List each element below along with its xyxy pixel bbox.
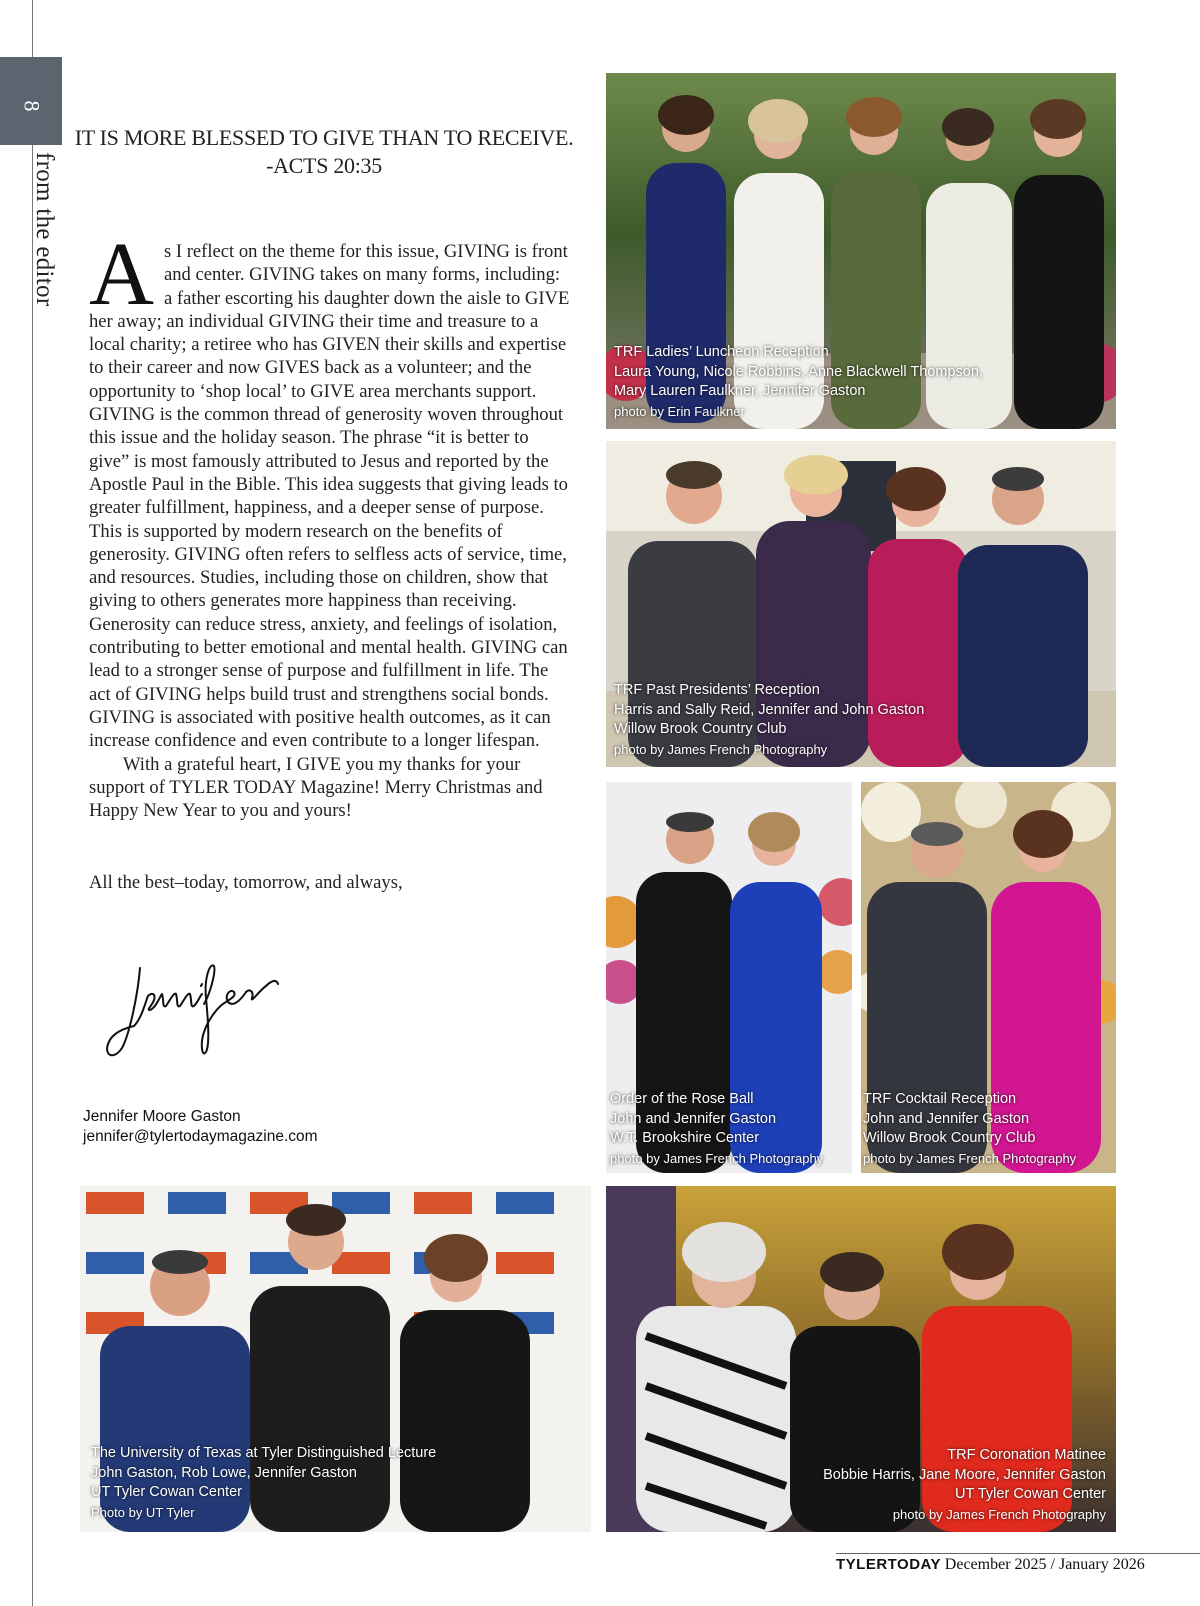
section-label: from the editor <box>31 152 58 307</box>
author-name: Jennifer Moore Gaston <box>83 1108 241 1125</box>
drop-cap: A <box>89 225 154 324</box>
photo-caption: Order of the Rose Ball John and Jennifer Gaston W.T. Brookshire Center photo by James French Photography <box>610 1090 823 1168</box>
event-photo-ladies-luncheon <box>606 73 1116 429</box>
issue-date: December 2025 / January 2026 <box>944 1556 1145 1573</box>
photo-caption: TRF Coronation Matinee Bobbie Harris, Jane Moore, Jennifer Gaston UT Tyler Cowan Center photo by James French Photography <box>823 1446 1106 1524</box>
author-email[interactable]: jennifer@tylertodaymagazine.com <box>83 1128 318 1145</box>
editor-letter <box>89 225 571 822</box>
photo-credit: photo by James French Photography <box>892 1506 1106 1522</box>
photo-caption: TRF Past Presidents’ Reception Harris and Sally Reid, Jennifer and John Gaston Willow Brook Country Club photo by James French Photography <box>614 681 924 759</box>
pull-quote <box>74 124 574 180</box>
signoff: All the best–today, tomorrow, and always, <box>89 872 403 893</box>
event-photo-past-presidents <box>606 441 1116 767</box>
magazine-brand: TYLERTODAY <box>836 1556 942 1573</box>
photo-caption: The University of Texas at Tyler Distinguished Lecture John Gaston, Rob Lowe, Jennifer Gaston UT Tyler Cowan Center Photo by UT Tyler <box>91 1444 436 1522</box>
quote-citation: -ACTS 20:35 <box>266 153 382 178</box>
photo-credit: photo by James French Photography <box>614 741 828 757</box>
quote-text: IT IS MORE BLESSED TO GIVE THAN TO RECEIVE. <box>74 125 574 150</box>
event-photo-rose-ball <box>606 782 852 1173</box>
event-photo-coronation-matinee <box>606 1186 1116 1532</box>
page-footer <box>836 1556 1145 1574</box>
photo-caption: TRF Ladies’ Luncheon Reception Laura Young, Nicole Robbins, Anne Blackwell Thompson, Mary Lauren Faulkner, Jennifer Gaston photo by Erin Faulkner <box>614 343 983 421</box>
author-block <box>83 1107 318 1147</box>
photo-caption: TRF Cocktail Reception John and Jennifer Gaston Willow Brook Country Club photo by James French Photography <box>863 1090 1076 1168</box>
photo-credit: photo by James French Photography <box>863 1150 1077 1166</box>
letter-paragraph-1: s I reflect on the theme for this issue, GIVING is front and center. GIVING takes on many forms, including: a father escorting his daughter down the aisle to GIVE her away; an individual GIVING their time and treasure to a local charity; a retiree who has GIVEN their skills and expertise to their career and now GIVES back as a volunteer; and the opportunity to ‘shop local’ to GIVE area merchants support. GIVING is the common thread of generosity woven throughout this issue and the holiday season. The phrase “it is better to give” is most famously attributed to Jesus and reported by the Apostle Paul in the Bible. This idea suggests that giving leads to greater fulfillment, happiness, and a deeper sense of purpose. This is supported by modern research on the benefits of generosity. GIVING often refers to selfless acts of service, time, and resources. Studies, including those on children, show that giving to others generates more happiness than receiving. Generosity can reduce stress, anxiety, and feelings of isolation, contributing to better emotional and mental health. GIVING can lead to a stronger sense of purpose and fulfillment in life. The act of GIVING helps build trust and strengthens social bonds. GIVING is associated with positive health outcomes, as it can increase confidence and even contribute to a longer lifespan. <box>89 241 570 752</box>
letter-paragraph-2: With a grateful heart, I GIVE you my thanks for your support of TYLER TODAY Magazine! Merry Christmas and Happy New Year to you and yours! <box>89 753 543 822</box>
photo-credit: Photo by UT Tyler <box>91 1504 195 1520</box>
event-photo-cocktail-reception <box>861 782 1116 1173</box>
signature-image <box>100 948 300 1068</box>
page-number: 8 <box>19 100 44 112</box>
event-photo-ut-tyler-lecture <box>80 1186 591 1532</box>
footer-rule <box>836 1553 1200 1554</box>
photo-credit: photo by Erin Faulkner <box>614 403 745 419</box>
photo-credit: photo by James French Photography <box>610 1150 824 1166</box>
page-number-tab <box>0 57 62 145</box>
